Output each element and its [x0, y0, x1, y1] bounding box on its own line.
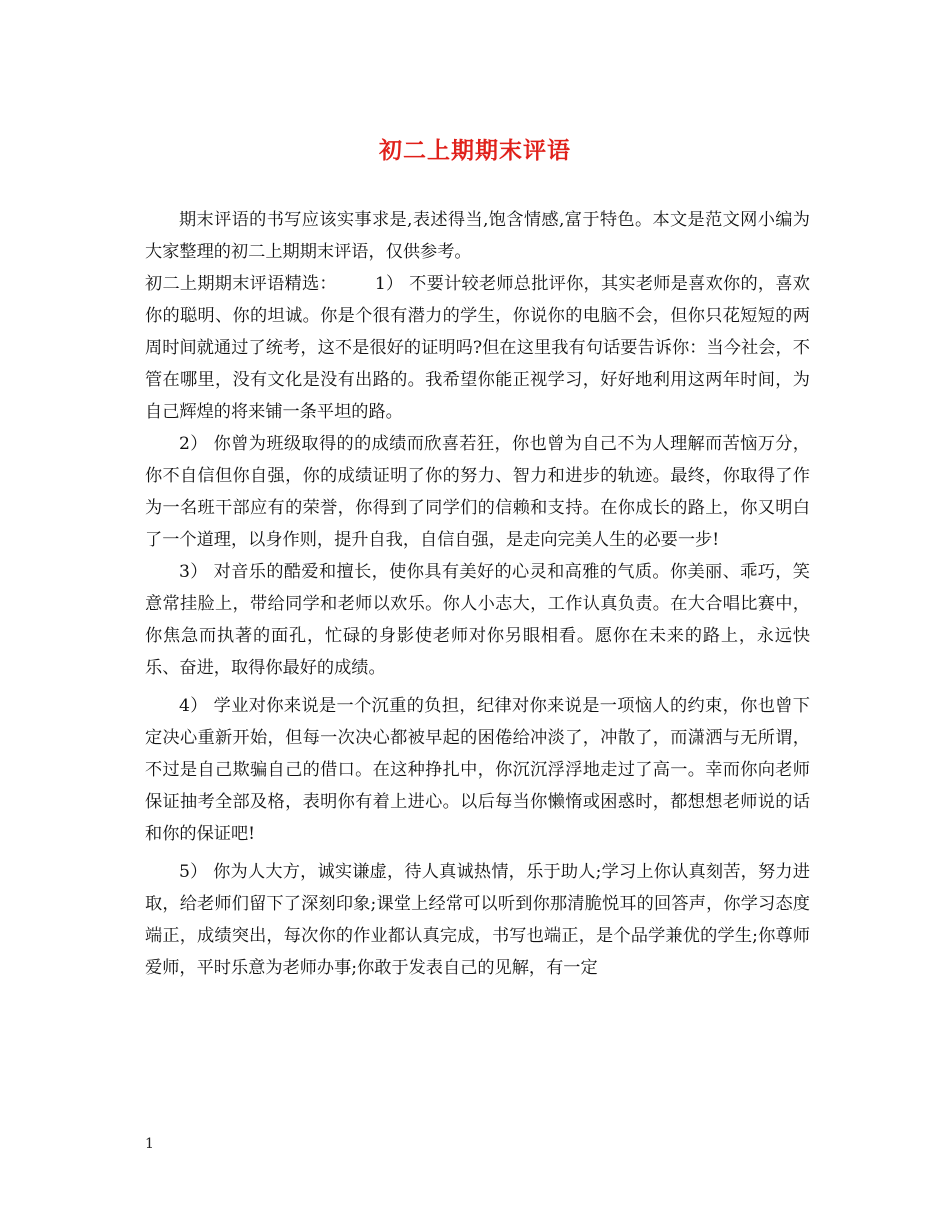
comment-3: 3） 对音乐的酷爱和擅长，使你具有美好的心灵和高雅的气质。你美丽、乖巧，笑意常挂脸上，带给同学和老师以欢乐。你人小志大，工作认真负责。在大合唱比赛中，你焦急而执著的面孔，忙碌的身影使老师对你另眼相看。愿你在未来的路上，永远快乐、奋进，取得你最好的成绩。	[145, 562, 810, 678]
comment-2: 2） 你曾为班级取得的的成绩而欣喜若狂，你也曾为自己不为人理解而苦恼万分，你不自信但你自强，你的成绩证明了你的努力、智力和进步的轨迹。最终，你取得了作为一名班干部应有的荣誉，你得到了同学们的信赖和支持。在你成长的路上，你又明白了一个道理，以身作则，提升自我，自信自强，是走向完美人生的必要一步!	[145, 434, 810, 550]
section-paragraph-1	[145, 268, 810, 428]
section-label: 初二上期期末评语精选：	[145, 274, 337, 294]
page-number: 1	[145, 1136, 154, 1152]
comment-5: 5） 你为人大方，诚实谦虚，待人真诚热情，乐于助人;学习上你认真刻苦，努力进取，给老师们留下了深刻印象;课堂上经常可以听到你那清脆悦耳的回答声，你学习态度端正，成绩突出，每次你的作业都认真完成，书写也端正，是个品学兼优的学生;你尊师爱师，平时乐意为老师办事;你敢于发表自己的见解，有一定	[145, 862, 810, 978]
document-title: 初二上期期末评语	[379, 137, 571, 164]
intro-paragraph: 期末评语的书写应该实事求是,表述得当,饱含情感,富于特色。本文是范文网小编为大家整理的初二上期期末评语，仅供参考。	[145, 210, 810, 262]
comment-4: 4） 学业对你来说是一个沉重的负担，纪律对你来说是一项恼人的约束，你也曾下定决心重新开始，但每一次决心都被早起的困倦给冲淡了，冲散了，而潇洒与无所谓，不过是自己欺骗自己的借口。在这种挣扎中，你沉沉浮浮地走过了高一。幸而你向老师保证抽考全部及格，表明你有着上进心。以后每当你懒惰或困惑时，都想想老师说的话和你的保证吧!	[145, 696, 810, 844]
document-body	[145, 204, 810, 984]
comment-1: 1） 不要计较老师总批评你，其实老师是喜欢你的，喜欢你的聪明、你的坦诚。你是个很有潜力的学生，你说你的电脑不会，但你只花短短的两周时间就通过了统考，这不是很好的证明吗?但在这里我有句话要告诉你：当今社会，不管在哪里，没有文化是没有出路的。我希望你能正视学习，好好地利用这两年时间，为自己辉煌的将来铺一条平坦的路。	[145, 274, 810, 422]
